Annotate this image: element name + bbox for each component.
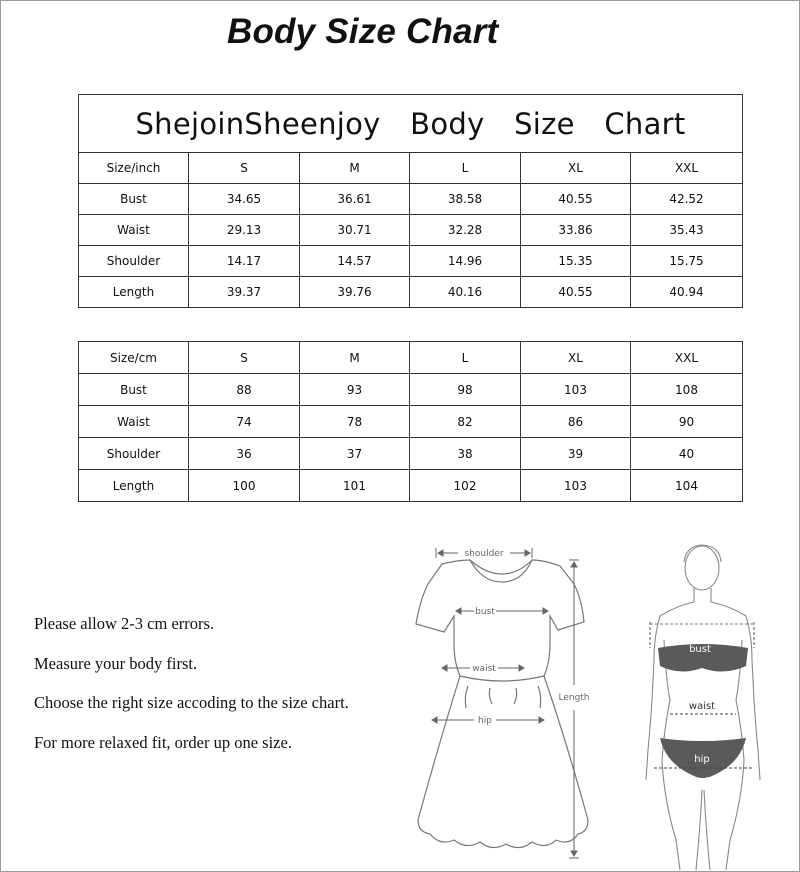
table-banner: ShejoinSheenjoy Body Size Chart (79, 95, 743, 153)
table-cell: 103 (521, 470, 631, 502)
table-cell: 15.75 (631, 246, 743, 277)
waist-label: waist (472, 664, 496, 674)
table-cell: 100 (189, 470, 300, 502)
row-label: Shoulder (79, 246, 189, 277)
header-cell: S (189, 153, 300, 184)
table-cell: 15.35 (521, 246, 631, 277)
header-cell: XXL (631, 153, 743, 184)
header-cell: XL (521, 153, 631, 184)
row-label: Length (79, 277, 189, 308)
table-cell: 42.52 (631, 184, 743, 215)
table-cell: 104 (631, 470, 743, 502)
table-cell: 38.58 (410, 184, 521, 215)
header-cell: Size/inch (79, 153, 189, 184)
table-cell: 40.94 (631, 277, 743, 308)
table-header-row (79, 153, 743, 184)
header-cell: XL (521, 342, 631, 374)
size-table-cm (78, 341, 743, 502)
table-cell: 39 (521, 438, 631, 470)
row-label: Bust (79, 374, 189, 406)
table-cell: 38 (410, 438, 521, 470)
dress-measurement-illustration (398, 540, 608, 870)
row-label: Shoulder (79, 438, 189, 470)
body-bust-label: bust (689, 644, 711, 655)
table-cell: 40.16 (410, 277, 521, 308)
table-cell: 39.37 (189, 277, 300, 308)
row-label: Bust (79, 184, 189, 215)
note-line: Choose the right size accoding to the size chart. (34, 693, 349, 712)
table-cell: 36 (189, 438, 300, 470)
header-cell: XXL (631, 342, 743, 374)
table-cell: 30.71 (300, 215, 410, 246)
table-cell: 93 (300, 374, 410, 406)
header-cell: Size/cm (79, 342, 189, 374)
table-cell: 14.57 (300, 246, 410, 277)
hip-label: hip (478, 716, 492, 726)
table-cell: 14.96 (410, 246, 521, 277)
table-cell: 102 (410, 470, 521, 502)
header-cell: M (300, 342, 410, 374)
row-label: Waist (79, 406, 189, 438)
table-cell: 37 (300, 438, 410, 470)
table-row (79, 470, 743, 502)
bust-label: bust (475, 607, 495, 617)
header-cell: L (410, 153, 521, 184)
table-cell: 40 (631, 438, 743, 470)
table-row (79, 215, 743, 246)
length-label: Length (558, 693, 590, 703)
table-row (79, 277, 743, 308)
table-cell: 14.17 (189, 246, 300, 277)
table-row (79, 406, 743, 438)
table-cell: 101 (300, 470, 410, 502)
table-cell: 108 (631, 374, 743, 406)
table-row (79, 374, 743, 406)
table-cell: 90 (631, 406, 743, 438)
table-header-row (79, 342, 743, 374)
table-cell: 103 (521, 374, 631, 406)
table-cell: 33.86 (521, 215, 631, 246)
size-table-inch (78, 94, 743, 308)
table-cell: 36.61 (300, 184, 410, 215)
table-cell: 35.43 (631, 215, 743, 246)
table-cell: 40.55 (521, 184, 631, 215)
header-cell: M (300, 153, 410, 184)
table-cell: 78 (300, 406, 410, 438)
header-cell: L (410, 342, 521, 374)
table-cell: 86 (521, 406, 631, 438)
body-waist-label: waist (688, 701, 716, 712)
header-cell: S (189, 342, 300, 374)
table-row (79, 184, 743, 215)
body-hip-label: hip (694, 754, 710, 765)
body-measurement-illustration (636, 540, 771, 870)
row-label: Length (79, 470, 189, 502)
table-cell: 39.76 (300, 277, 410, 308)
row-label: Waist (79, 215, 189, 246)
table-cell: 98 (410, 374, 521, 406)
table-cell: 32.28 (410, 215, 521, 246)
page-title: Body Size Chart (227, 12, 499, 51)
note-line: Please allow 2-3 cm errors. (34, 614, 215, 633)
table-cell: 40.55 (521, 277, 631, 308)
table-cell: 88 (189, 374, 300, 406)
table-row (79, 438, 743, 470)
table-cell: 34.65 (189, 184, 300, 215)
shoulder-label: shoulder (464, 549, 504, 559)
note-line: For more relaxed fit, order up one size. (34, 732, 292, 752)
size-notes (34, 604, 349, 762)
table-cell: 29.13 (189, 215, 300, 246)
note-line: Measure your body first. (34, 653, 198, 673)
table-cell: 82 (410, 406, 521, 438)
table-row (79, 246, 743, 277)
table-cell: 74 (189, 406, 300, 438)
